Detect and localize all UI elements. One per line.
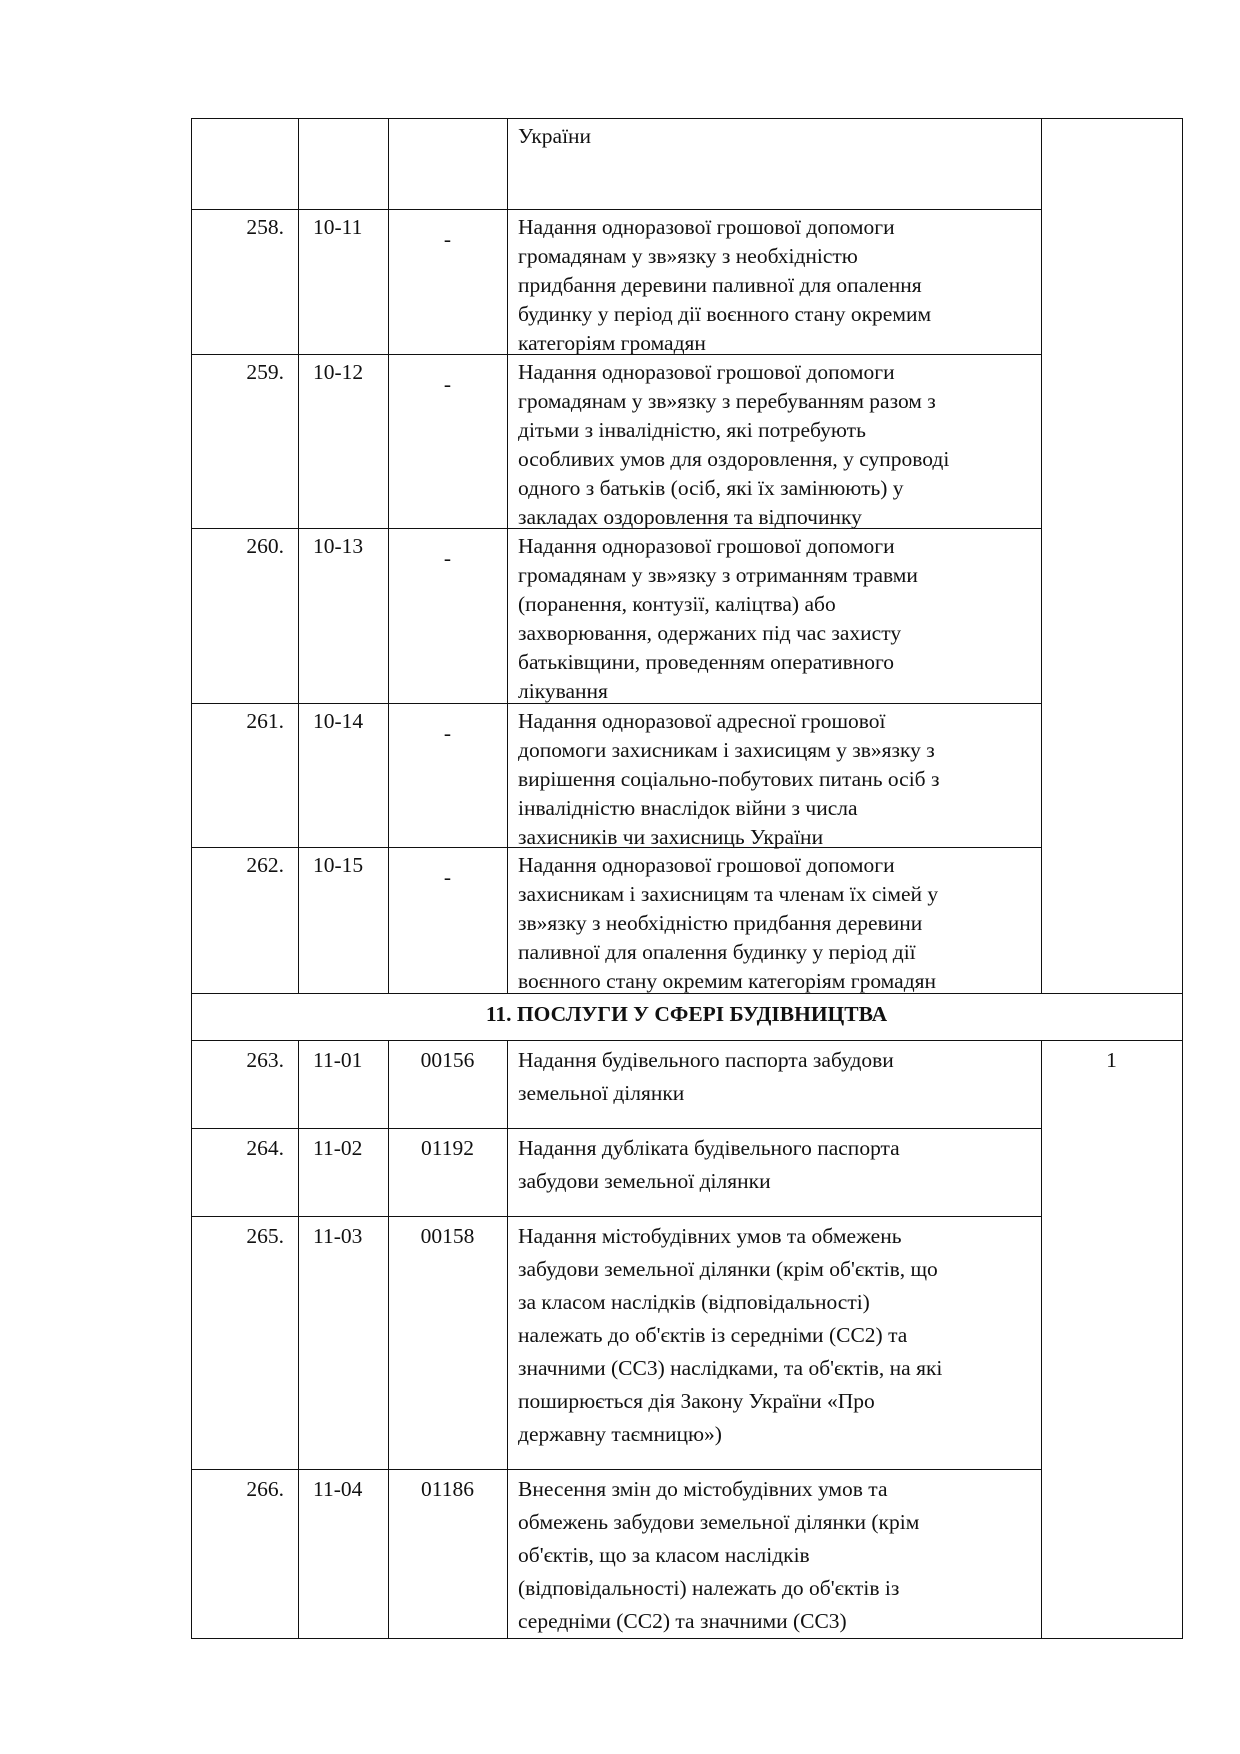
service-description: [518, 532, 918, 706]
service-code: 11-04: [313, 1477, 363, 1501]
row-number: 261.: [246, 709, 284, 733]
description-line: дітьми з інвалідністю, які потребують: [518, 418, 866, 442]
registry-id: -: [443, 865, 452, 889]
description-line: громадянам у зв»язку з необхідністю: [518, 244, 858, 268]
description-line: України: [518, 124, 592, 148]
row-number: 260.: [246, 534, 284, 558]
description-line: (поранення, контузії, каліцтва) або: [518, 592, 836, 616]
description-line: паливної для опалення будинку у період дії: [518, 940, 916, 964]
description-line: Внесення змін до містобудівних умов та: [518, 1477, 888, 1501]
description-line: батьківщини, проведенням оперативного: [518, 650, 895, 674]
row-number: 259.: [246, 360, 284, 384]
description-line: земельної ділянки: [518, 1081, 685, 1105]
service-code: 11-03: [313, 1224, 363, 1248]
service-description: [518, 1044, 894, 1110]
service-description: [518, 358, 949, 532]
description-line: Надання містобудівних умов та обмежень: [518, 1224, 902, 1248]
description-line: громадянам у зв»язку з перебуванням разом з: [518, 389, 936, 413]
table-cell: [191, 118, 299, 210]
description-line: Надання одноразової грошової допомоги: [518, 534, 895, 558]
description-line: (відповідальності) належать до об'єктів із: [518, 1576, 900, 1600]
service-code: 11-02: [313, 1136, 363, 1160]
row-number: 265.: [246, 1224, 284, 1248]
service-description: [518, 1220, 942, 1451]
description-line: воєнного стану окремим категоріям громадян: [518, 969, 937, 993]
service-code: 10-12: [313, 360, 364, 384]
registry-id: -: [443, 546, 452, 570]
description-line: будинку у період дії воєнного стану окремим: [518, 302, 932, 326]
service-code: 11-01: [313, 1048, 363, 1072]
row-number: 258.: [246, 215, 284, 239]
service-description: [518, 707, 940, 852]
registry-id: 00158: [420, 1224, 475, 1248]
description-line: належать до об'єктів із середніми (СС2) та: [518, 1323, 908, 1347]
description-line: закладах оздоровлення та відпочинку: [518, 505, 862, 529]
description-line: вирішення соціально-побутових питань осіб з: [518, 767, 940, 791]
description-line: одного з батьків (осіб, які їх замінюють) у: [518, 476, 904, 500]
service-description: [518, 213, 931, 358]
merged-cell: [1041, 1040, 1183, 1639]
registry-id: -: [443, 372, 452, 396]
service-description: [518, 122, 591, 151]
table-cell: [388, 118, 508, 210]
description-line: значними (СС3) наслідками, та об'єктів, на які: [518, 1356, 943, 1380]
description-line: зв»язку з необхідністю придбання деревини: [518, 911, 923, 935]
table-cell: [298, 118, 389, 210]
merged-value: 1: [1106, 1048, 1117, 1072]
description-line: захисникам і захисницям та членам їх сімей у: [518, 882, 939, 906]
section-heading: 11. ПОСЛУГИ У СФЕРІ БУДІВНИЦТВА: [485, 1002, 888, 1026]
description-line: Надання одноразової грошової допомоги: [518, 215, 895, 239]
description-line: Надання одноразової грошової допомоги: [518, 853, 895, 877]
description-line: за класом наслідків (відповідальності): [518, 1290, 870, 1314]
description-line: категоріям громадян: [518, 331, 706, 355]
table-cell: [298, 1216, 389, 1470]
description-line: забудови земельної ділянки (крім об'єктів, що: [518, 1257, 938, 1281]
row-number: 262.: [246, 853, 284, 877]
registry-id: -: [443, 227, 452, 251]
service-code: 10-11: [313, 215, 363, 239]
description-line: допомоги захисникам і захисицям у зв»язку з: [518, 738, 935, 762]
description-line: громадянам у зв»язку з отриманням травми: [518, 563, 918, 587]
service-code: 10-15: [313, 853, 364, 877]
description-line: лікування: [518, 679, 608, 703]
description-line: обмежень забудови земельної ділянки (крім: [518, 1510, 920, 1534]
table-cell: [191, 1216, 299, 1470]
row-number: 266.: [246, 1477, 284, 1501]
description-line: середніми (СС2) та значними (СС3): [518, 1609, 847, 1633]
description-line: забудови земельної ділянки: [518, 1169, 771, 1193]
description-line: особливих умов для оздоровлення, у супроводі: [518, 447, 950, 471]
service-code: 10-13: [313, 534, 364, 558]
registry-id: 01192: [421, 1136, 474, 1160]
description-line: інвалідністю внаслідок війни з числа: [518, 796, 858, 820]
description-line: захворювання, одержаних під час захисту: [518, 621, 902, 645]
row-number: 263.: [246, 1048, 284, 1072]
description-line: Надання одноразової адресної грошової: [518, 709, 886, 733]
service-description: [518, 1473, 919, 1638]
description-line: придбання деревини паливної для опалення: [518, 273, 922, 297]
description-line: Надання дубліката будівельного паспорта: [518, 1136, 900, 1160]
registry-id: 00156: [420, 1048, 475, 1072]
description-line: захисників чи захисниць України: [518, 825, 824, 849]
description-line: Надання одноразової грошової допомоги: [518, 360, 895, 384]
service-code: 10-14: [313, 709, 364, 733]
description-line: об'єктів, що за класом наслідків: [518, 1543, 810, 1567]
service-description: [518, 851, 938, 996]
row-number: 264.: [246, 1136, 284, 1160]
service-description: [518, 1132, 900, 1198]
merged-cell: [1041, 118, 1183, 994]
registry-id: -: [443, 721, 452, 745]
description-line: державну таємницю»): [518, 1422, 722, 1446]
table-cell: [388, 1216, 508, 1470]
description-line: Надання будівельного паспорта забудови: [518, 1048, 894, 1072]
description-line: поширюється дія Закону України «Про: [518, 1389, 875, 1413]
registry-id: 01186: [421, 1477, 474, 1501]
